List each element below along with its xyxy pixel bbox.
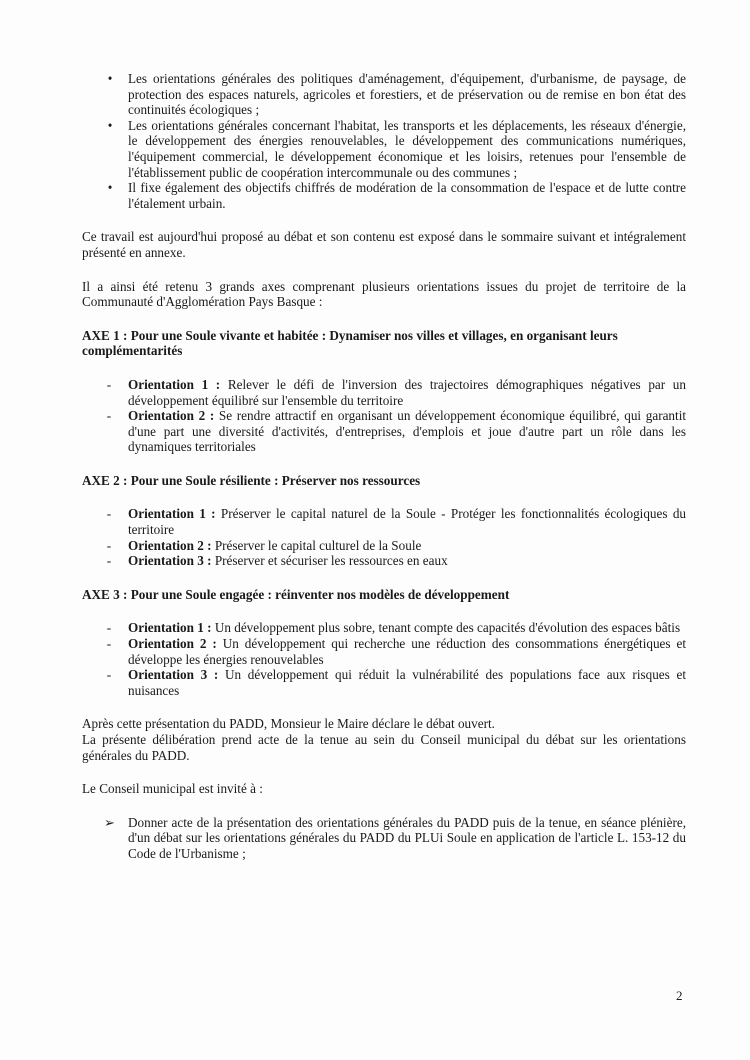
dash-mark: -: [106, 636, 112, 652]
orientation-text: Préserver le capital culturel de la Soule: [214, 537, 422, 553]
list-item: [82, 538, 686, 554]
axe-2-orientations: [82, 506, 686, 568]
axe-1-orientations: [82, 377, 686, 455]
orientation-text: Préserver le capital naturel de la Soule - Protéger les fonctionnalités écologiques du territoire: [128, 506, 687, 538]
orientation-text: Un développement plus sobre, tenant compte des capacités d'évolution des espaces bâtis: [214, 620, 681, 636]
dash-mark: -: [106, 506, 112, 522]
paragraph-axes-intro: Il a ainsi été retenu 3 grands axes comprenant plusieurs orientations issues du projet de territoire de la Communauté d'Agglomération Pays Basque :: [82, 278, 686, 310]
dash-mark: -: [106, 537, 112, 553]
bullet-text: Il fixe également des objectifs chiffrés de modération de la consommation de l'espace et de lutte contre l'étalement urbain.: [128, 180, 686, 211]
list-item: [82, 506, 686, 537]
orientation-label: Orientation 3 :: [128, 553, 212, 569]
page-number: 2: [676, 988, 683, 1003]
bullet-mark: •: [107, 180, 113, 196]
axe-3-orientations: [82, 620, 686, 698]
orientation-label: Orientation 3 :: [128, 667, 219, 683]
dash-mark: -: [106, 620, 112, 636]
dash-mark: -: [106, 667, 112, 683]
list-item: [82, 180, 686, 211]
list-item: [82, 118, 686, 180]
list-item: [82, 667, 686, 698]
bullet-mark: •: [107, 71, 113, 86]
bullet-mark: •: [107, 117, 113, 133]
page-content: [82, 71, 686, 862]
orientation-text: Un développement qui réduit la vulnérabilité des populations face aux risques et nuisances: [128, 667, 686, 698]
orientation-text: Relever le défi de l'inversion des trajectoires démographiques négatives par un développement équilibré sur l'ensemble du territoire: [128, 376, 686, 408]
list-item: [82, 553, 686, 569]
orientation-label: Orientation 2 :: [128, 537, 212, 553]
dash-mark: -: [106, 408, 112, 424]
list-item: [82, 636, 686, 667]
list-item: [82, 377, 686, 408]
paragraph-opening-2: La présente délibération prend acte de la tenue au sein du Conseil municipal du débat sur les orientations générales du PADD.: [82, 732, 686, 763]
arrow-item-text: Donner acte de la présentation des orientations générales du PADD puis de la tenue, en séance plénière, d'un débat sur les orientations générales du PADD du PLUi Soule en application de l'article L. 153-12 du Code de l'Urbanisme ;: [128, 814, 686, 861]
list-item: [82, 71, 686, 118]
orientation-label: Orientation 1 :: [128, 376, 221, 392]
list-item: [82, 408, 686, 455]
bullet-text: Les orientations générales concernant l'habitat, les transports et les déplacements, les réseaux d'énergie, le développement des énergies renouvelables, le développement des communications numériques, l'équipement commercial, le développement économique et les loisirs, retenues pour l'ensemble de l'établissement public de coopération intercommunale ou des communes ;: [128, 117, 686, 180]
bullet-text: Les orientations générales des politiques d'aménagement, d'équipement, d'urbanisme, de paysage, de protection des espaces naturels, agricoles et forestiers, et de préservation ou de remise en bon état des continuités écologiques ;: [128, 71, 686, 118]
list-item: [82, 620, 686, 636]
list-item: [82, 815, 686, 862]
intro-bullet-list: [82, 71, 686, 211]
paragraph-invited: Le Conseil municipal est invité à :: [82, 781, 263, 797]
orientation-label: Orientation 2 :: [128, 408, 215, 424]
orientation-text: Un développement qui recherche une réduction des consommations énergétiques et développe les énergies renouvelables: [128, 636, 686, 667]
dash-mark: -: [106, 553, 112, 569]
orientation-label: Orientation 1 :: [128, 506, 216, 522]
dash-mark: -: [106, 376, 112, 392]
paragraph-opening-1: Après cette présentation du PADD, Monsieur le Maire déclare le débat ouvert.: [82, 716, 495, 732]
paragraph-debate: Ce travail est aujourd'hui proposé au débat et son contenu est exposé dans le sommaire suivant et intégralement présenté en annexe.: [82, 229, 686, 260]
axe-1-title: AXE 1 : Pour une Soule vivante et habitée : Dynamiser nos villes et villages, en organisant leurs complémentarités: [82, 327, 618, 359]
axe-2-title: AXE 2 : Pour une Soule résiliente : Préserver nos ressources: [82, 472, 421, 488]
orientation-label: Orientation 2 :: [128, 636, 217, 652]
arrow-list: [82, 815, 686, 862]
orientation-label: Orientation 1 :: [128, 620, 212, 636]
orientation-text: Se rendre attractif en organisant un développement économique équilibré, qui garantit d'une part une diversité d'activités, d'entreprises, d'emplois et joue d'autre part un rôle dans les dynamiques territoriales: [128, 408, 687, 455]
arrow-bullet-icon: ➢: [104, 814, 115, 830]
orientation-text: Préserver et sécuriser les ressources en eaux: [214, 553, 448, 569]
axe-3-title: AXE 3 : Pour une Soule engagée : réinventer nos modèles de développement: [82, 586, 510, 602]
